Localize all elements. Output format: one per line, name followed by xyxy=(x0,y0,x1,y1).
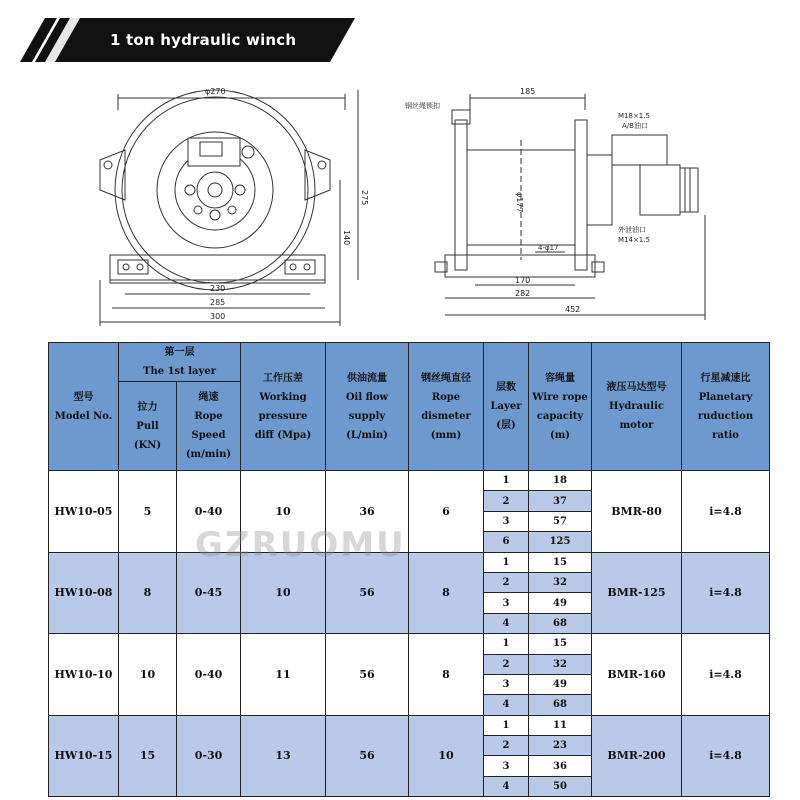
header-speed-en1: Rope xyxy=(194,411,223,422)
header-speed-en2: Speed xyxy=(191,430,226,441)
layer-cell: 3 xyxy=(484,674,529,694)
header-flow xyxy=(326,343,409,471)
header-speed-unit: (m/min) xyxy=(185,449,232,460)
table-body xyxy=(49,471,770,797)
capacity-cell: 125 xyxy=(529,532,592,552)
header-pull-en: Pull xyxy=(136,420,159,432)
header-pressure-en3: diff (Mpa) xyxy=(254,429,312,441)
label-port-ab: A/B油口 xyxy=(622,122,648,130)
page-title: 1 ton hydraulic winch xyxy=(110,31,297,49)
header-motor-cn: 液压马达型号 xyxy=(606,382,667,393)
ratio-cell: i=4.8 xyxy=(682,552,770,634)
layer-cell: 3 xyxy=(484,511,529,531)
header-pressure-en2: pressure xyxy=(258,410,308,422)
motor-cell: BMR-160 xyxy=(592,634,682,716)
header-motor-en2: motor xyxy=(619,420,654,431)
header-ratio xyxy=(682,343,770,471)
header-layer-unit: (层) xyxy=(496,420,516,431)
label-drain-cn: 外泄油口 xyxy=(618,226,646,234)
header-model-cn: 型号 xyxy=(73,391,94,403)
capacity-cell: 36 xyxy=(529,756,592,776)
layer-cell: 3 xyxy=(484,593,529,613)
header-ratio-en1: Planetary xyxy=(698,391,753,403)
flow-cell: 56 xyxy=(326,634,409,716)
table-row xyxy=(49,634,770,654)
layer-cell: 4 xyxy=(484,613,529,633)
pull-cell: 5 xyxy=(119,471,177,553)
label-drain: M14×1.5 xyxy=(618,236,650,244)
header-ratio-cn: 行星减速比 xyxy=(700,372,751,384)
capacity-cell: 11 xyxy=(529,715,592,735)
header-layer-cn: 层数 xyxy=(496,382,516,393)
layer-cell: 1 xyxy=(484,471,529,491)
dim-230: 230 xyxy=(210,284,226,293)
rope-cell: 10 xyxy=(409,715,484,797)
pull-cell: 8 xyxy=(119,552,177,634)
capacity-cell: 32 xyxy=(529,572,592,592)
dim-275: 275 xyxy=(360,190,369,206)
header-first-layer-en: The 1st layer xyxy=(143,366,216,377)
header-motor xyxy=(592,343,682,471)
header-capacity xyxy=(529,343,592,471)
header-pressure-en1: Working xyxy=(259,391,307,403)
watermark: GZRUOMU xyxy=(195,525,406,565)
label-port-top: M18×1.5 xyxy=(618,112,650,120)
header-motor-en1: Hydraulic xyxy=(609,401,664,412)
layer-cell: 4 xyxy=(484,776,529,796)
capacity-cell: 49 xyxy=(529,593,592,613)
header-model xyxy=(49,343,119,471)
model-cell: HW10-08 xyxy=(49,552,119,634)
speed-cell: 0-45 xyxy=(177,552,241,634)
header-flow-en2: supply xyxy=(348,410,386,422)
header-pull-cn: 拉力 xyxy=(137,401,158,413)
header-cap-en2: capacity xyxy=(536,410,584,422)
dim-hole: 4-φ17 xyxy=(538,244,559,252)
flow-cell: 56 xyxy=(326,715,409,797)
motor-cell: BMR-125 xyxy=(592,552,682,634)
capacity-cell: 57 xyxy=(529,511,592,531)
layer-cell: 6 xyxy=(484,532,529,552)
layer-cell: 4 xyxy=(484,695,529,715)
layer-cell: 2 xyxy=(484,491,529,511)
pressure-cell: 10 xyxy=(241,552,326,634)
header-speed xyxy=(177,382,241,471)
header-pressure-cn: 工作压差 xyxy=(263,372,303,384)
pressure-cell: 13 xyxy=(241,715,326,797)
table-header xyxy=(49,343,770,471)
dim-282: 282 xyxy=(515,289,531,298)
technical-drawings xyxy=(0,80,800,335)
table-row xyxy=(49,552,770,572)
title-banner xyxy=(0,0,800,80)
capacity-cell: 32 xyxy=(529,654,592,674)
capacity-cell: 68 xyxy=(529,613,592,633)
model-cell: HW10-15 xyxy=(49,715,119,797)
layer-cell: 1 xyxy=(484,552,529,572)
dim-170: 170 xyxy=(515,276,531,285)
header-model-en: Model No. xyxy=(54,410,113,422)
table-row xyxy=(49,471,770,491)
dim-452: 452 xyxy=(565,305,581,314)
header-flow-unit: (L/min) xyxy=(346,429,388,441)
capacity-cell: 18 xyxy=(529,471,592,491)
header-ratio-en3: ratio xyxy=(712,429,739,441)
label-rope-lock: 钢丝绳锁扣 xyxy=(405,102,440,110)
model-cell: HW10-10 xyxy=(49,634,119,716)
layer-cell: 2 xyxy=(484,572,529,592)
header-pull-unit: (KN) xyxy=(133,439,162,451)
ratio-cell: i=4.8 xyxy=(682,715,770,797)
header-speed-cn: 绳速 xyxy=(198,392,219,403)
dim-300: 300 xyxy=(210,312,226,321)
speed-cell: 0-40 xyxy=(177,634,241,716)
capacity-cell: 49 xyxy=(529,674,592,694)
header-rope-unit: (mm) xyxy=(430,429,462,441)
table-row xyxy=(49,715,770,735)
layer-cell: 2 xyxy=(484,736,529,756)
header-rope-en1: Rope xyxy=(431,391,461,403)
layer-cell: 2 xyxy=(484,654,529,674)
side-view xyxy=(435,94,705,320)
layer-cell: 1 xyxy=(484,634,529,654)
capacity-cell: 15 xyxy=(529,552,592,572)
speed-cell: 0-40 xyxy=(177,471,241,553)
rope-cell: 8 xyxy=(409,634,484,716)
header-flow-cn: 供油流量 xyxy=(347,372,387,384)
pull-cell: 15 xyxy=(119,715,177,797)
header-rope xyxy=(409,343,484,471)
model-cell: HW10-05 xyxy=(49,471,119,553)
rope-cell: 8 xyxy=(409,552,484,634)
header-layer-en: Layer xyxy=(490,401,522,412)
capacity-cell: 37 xyxy=(529,491,592,511)
spec-table xyxy=(48,342,770,797)
header-cap-unit: (m) xyxy=(549,429,571,441)
front-view xyxy=(100,90,358,326)
dim-285: 285 xyxy=(210,298,226,307)
header-first-layer xyxy=(119,343,241,382)
capacity-cell: 68 xyxy=(529,695,592,715)
header-pull xyxy=(119,382,177,471)
ratio-cell: i=4.8 xyxy=(682,634,770,716)
pressure-cell: 10 xyxy=(241,471,326,553)
header-flow-en1: Oil flow xyxy=(345,391,389,403)
capacity-cell: 15 xyxy=(529,634,592,654)
dim-140: 140 xyxy=(342,230,351,246)
header-layer xyxy=(484,343,529,471)
header-first-layer-cn: 第一层 xyxy=(164,347,195,358)
header-ratio-en2: ruduction xyxy=(697,410,754,422)
header-cap-cn: 容绳量 xyxy=(545,372,575,384)
header-cap-en1: Wire rope xyxy=(532,391,588,403)
header-pressure xyxy=(241,343,326,471)
motor-cell: BMR-200 xyxy=(592,715,682,797)
rope-cell: 6 xyxy=(409,471,484,553)
pull-cell: 10 xyxy=(119,634,177,716)
speed-cell: 0-30 xyxy=(177,715,241,797)
dim-dia270: φ270 xyxy=(205,87,226,96)
ratio-cell: i=4.8 xyxy=(682,471,770,553)
pressure-cell: 11 xyxy=(241,634,326,716)
dim-dia177: φ177 xyxy=(515,192,524,213)
header-rope-en2: dismeter xyxy=(421,410,471,422)
capacity-cell: 50 xyxy=(529,776,592,796)
layer-cell: 1 xyxy=(484,715,529,735)
flow-cell: 56 xyxy=(326,552,409,634)
capacity-cell: 23 xyxy=(529,736,592,756)
winch-drawing-svg xyxy=(0,80,800,335)
motor-cell: BMR-80 xyxy=(592,471,682,553)
flow-cell: 36 xyxy=(326,471,409,553)
layer-cell: 3 xyxy=(484,756,529,776)
header-rope-cn: 钢丝绳直径 xyxy=(421,372,471,384)
dim-185: 185 xyxy=(520,87,536,96)
